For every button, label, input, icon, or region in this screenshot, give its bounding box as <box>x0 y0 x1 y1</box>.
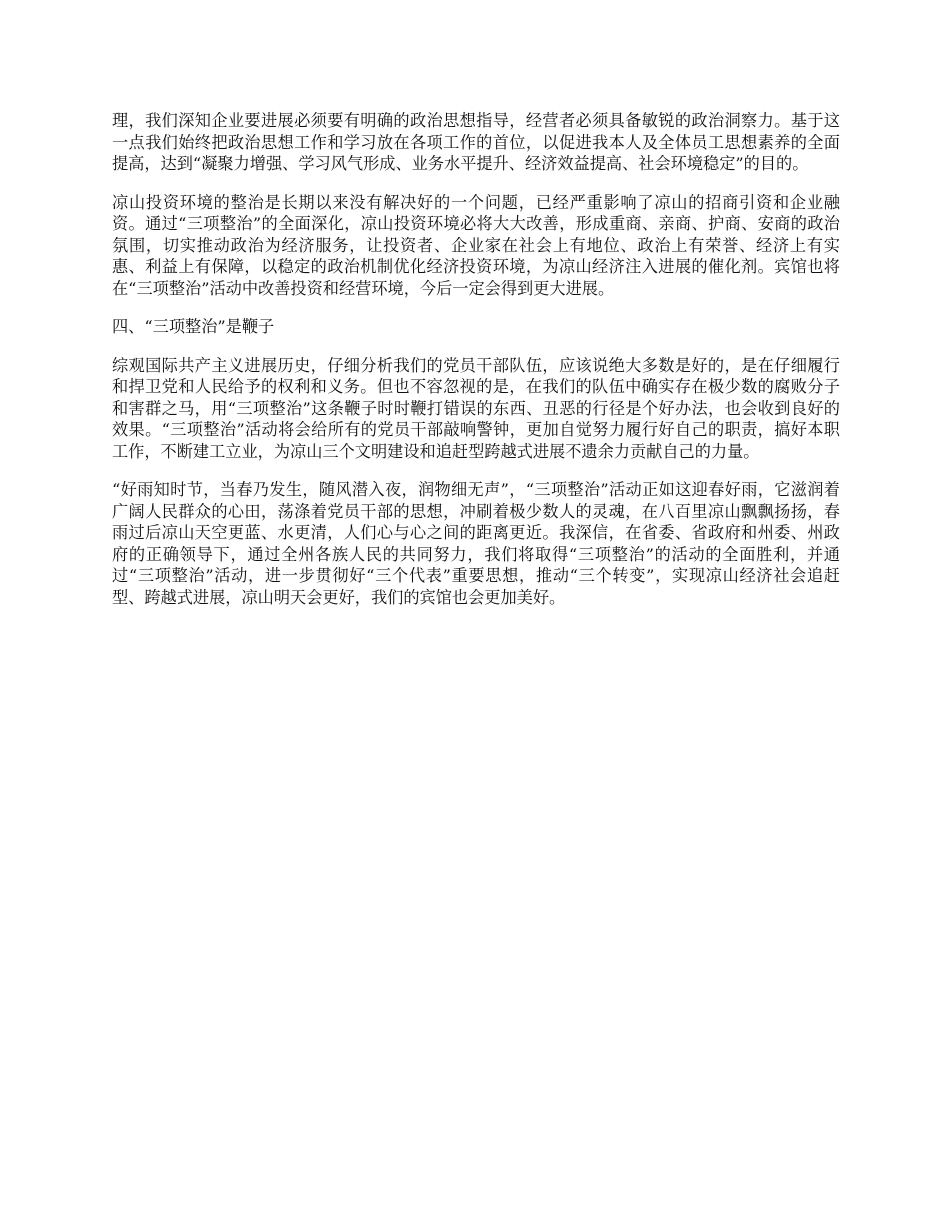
paragraph-spring-rain: “好雨知时节，当春乃发生，随风潜入夜，润物细无声”，“三项整治”活动正如这迎春好雨，它滋润着广阔人民群众的心田，荡涤着党员干部的思想，冲刷着极少数人的灵魂，在八百里凉山飘飘扬扬，春雨过后凉山天空更蓝、水更清，人们心与心之间的距离更近。我深信，在省委、省政府和州委、州政府的正确领导下，通过全州各族人民的共同努力，我们将取得“三项整治”的活动的全面胜利，并通过“三项整治”活动，进一步贯彻好“三个代表”重要思想，推动“三个转变”，实现凉山经济社会追赶型、跨越式进展，凉山明天会更好，我们的宾馆也会更加美好。 <box>112 480 840 607</box>
paragraph-political-guidance: 理，我们深知企业要进展必须要有明确的政治思想指导，经营者必须具备敏锐的政治洞察力。基于这一点我们始终把政治思想工作和学习放在各项工作的首位，以促进我本人及全体员工思想素养的全面提高，达到“凝聚力增强、学习风气形成、业务水平提升、经济效益提高、社会环境稳定”的目的。 <box>112 111 840 173</box>
paragraph-investment-environment: 凉山投资环境的整治是长期以来没有解决好的一个问题，已经严重影响了凉山的招商引资和企业融资。通过“三项整治”的全面深化，凉山投资环境必将大大改善，形成重商、亲商、护商、安商的政治氛围，切实推动政治为经济服务，让投资者、企业家在社会上有地位、政治上有荣誉、经济上有实惠、利益上有保障，以稳定的政治机制优化经济投资环境，为凉山经济注入进展的催化剂。宾馆也将在“三项整治”活动中改善投资和经营环境，今后一定会得到更大进展。 <box>112 192 840 298</box>
paragraph-party-history: 综观国际共产主义进展历史，仔细分析我们的党员干部队伍，应该说绝大多数是好的，是在仔细履行和捍卫党和人民给予的权利和义务。但也不容忽视的是，在我们的队伍中确实存在极少数的腐败分子和害群之马，用“三项整治”这条鞭子时时鞭打错误的东西、丑恶的行径是个好办法，也会收到良好的效果。“三项整治”活动将会给所有的党员干部敲响警钟，更加自觉努力履行好自己的职责，搞好本职工作，不断建工立业，为凉山三个文明建设和追赶型跨越式进展不遗余力贡献自己的力量。 <box>112 355 840 461</box>
section-heading-whip: 四、“三项整治”是鞭子 <box>112 317 275 336</box>
document-body <box>112 110 840 625</box>
